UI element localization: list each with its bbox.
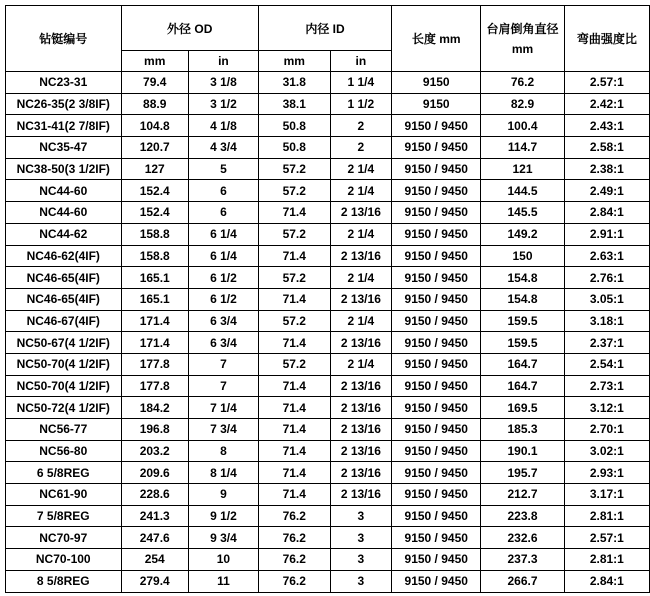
cell-shoulder-diameter: 76.2 — [481, 72, 564, 94]
cell-id-mm: 57.2 — [258, 158, 330, 180]
cell-id-mm: 50.8 — [258, 137, 330, 159]
cell-id-mm: 71.4 — [258, 440, 330, 462]
cell-length: 9150 / 9450 — [392, 223, 481, 245]
cell-code: NC26-35(2 3/8IF) — [6, 93, 122, 115]
table-row — [6, 397, 650, 419]
header-od: 外径 OD — [121, 6, 258, 51]
cell-shoulder-diameter: 195.7 — [481, 462, 564, 484]
cell-length: 9150 / 9450 — [392, 332, 481, 354]
table-row — [6, 223, 650, 245]
cell-code: 6 5/8REG — [6, 462, 122, 484]
cell-shoulder-diameter: 82.9 — [481, 93, 564, 115]
header-id: 内径 ID — [258, 6, 391, 51]
cell-shoulder-diameter: 164.7 — [481, 375, 564, 397]
cell-code: NC56-77 — [6, 419, 122, 441]
header-code: 钻铤编号 — [6, 6, 122, 72]
table-body — [6, 72, 650, 593]
cell-code: NC46-65(4IF) — [6, 288, 122, 310]
cell-od-in: 7 1/4 — [188, 397, 258, 419]
cell-od-mm: 79.4 — [121, 72, 188, 94]
cell-length: 9150 / 9450 — [392, 310, 481, 332]
cell-bending-strength-ratio: 3.12:1 — [564, 397, 649, 419]
cell-bending-strength-ratio: 2.91:1 — [564, 223, 649, 245]
cell-bending-strength-ratio: 2.49:1 — [564, 180, 649, 202]
cell-od-in: 8 1/4 — [188, 462, 258, 484]
cell-od-in: 6 — [188, 202, 258, 224]
cell-length: 9150 / 9450 — [392, 180, 481, 202]
cell-id-mm: 71.4 — [258, 397, 330, 419]
cell-code: NC61-90 — [6, 484, 122, 506]
cell-id-mm: 71.4 — [258, 419, 330, 441]
cell-code: NC50-67(4 1/2IF) — [6, 332, 122, 354]
cell-od-mm: 171.4 — [121, 310, 188, 332]
header-od-mm: mm — [121, 51, 188, 72]
cell-od-in: 4 1/8 — [188, 115, 258, 137]
cell-od-in: 7 — [188, 375, 258, 397]
cell-bending-strength-ratio: 3.02:1 — [564, 440, 649, 462]
cell-id-mm: 57.2 — [258, 223, 330, 245]
header-bending-strength-ratio: 弯曲强度比 — [564, 6, 649, 72]
cell-code: NC35-47 — [6, 137, 122, 159]
cell-shoulder-diameter: 159.5 — [481, 310, 564, 332]
cell-shoulder-diameter: 154.8 — [481, 267, 564, 289]
cell-id-in: 2 1/4 — [330, 310, 392, 332]
cell-bending-strength-ratio: 2.58:1 — [564, 137, 649, 159]
cell-od-mm: 120.7 — [121, 137, 188, 159]
cell-bending-strength-ratio: 2.38:1 — [564, 158, 649, 180]
cell-bending-strength-ratio: 2.43:1 — [564, 115, 649, 137]
cell-od-in: 3 1/2 — [188, 93, 258, 115]
cell-code: 7 5/8REG — [6, 505, 122, 527]
header-length: 长度 mm — [392, 6, 481, 72]
cell-length: 9150 — [392, 72, 481, 94]
table-row — [6, 440, 650, 462]
cell-shoulder-diameter: 114.7 — [481, 137, 564, 159]
cell-id-mm: 76.2 — [258, 527, 330, 549]
cell-id-in: 2 13/16 — [330, 440, 392, 462]
cell-od-in: 6 1/2 — [188, 267, 258, 289]
cell-od-in: 5 — [188, 158, 258, 180]
table-row — [6, 549, 650, 571]
cell-id-mm: 57.2 — [258, 267, 330, 289]
table-row — [6, 72, 650, 94]
header-row-main — [6, 6, 650, 51]
table-row — [6, 310, 650, 332]
table-row — [6, 375, 650, 397]
cell-id-mm: 71.4 — [258, 202, 330, 224]
cell-id-mm: 71.4 — [258, 288, 330, 310]
cell-length: 9150 / 9450 — [392, 462, 481, 484]
cell-bending-strength-ratio: 2.84:1 — [564, 570, 649, 592]
cell-bending-strength-ratio: 2.54:1 — [564, 353, 649, 375]
cell-od-in: 6 1/4 — [188, 245, 258, 267]
table-row — [6, 137, 650, 159]
cell-bending-strength-ratio: 2.84:1 — [564, 202, 649, 224]
cell-shoulder-diameter: 232.6 — [481, 527, 564, 549]
cell-code: NC70-97 — [6, 527, 122, 549]
cell-od-mm: 254 — [121, 549, 188, 571]
cell-id-mm: 38.1 — [258, 93, 330, 115]
cell-length: 9150 / 9450 — [392, 527, 481, 549]
cell-length: 9150 / 9450 — [392, 549, 481, 571]
cell-id-mm: 71.4 — [258, 484, 330, 506]
table-row — [6, 462, 650, 484]
cell-od-mm: 104.8 — [121, 115, 188, 137]
drill-collar-spec-table — [5, 5, 650, 593]
cell-id-in: 1 1/4 — [330, 72, 392, 94]
cell-od-mm: 247.6 — [121, 527, 188, 549]
cell-length: 9150 / 9450 — [392, 267, 481, 289]
cell-id-in: 2 13/16 — [330, 245, 392, 267]
cell-length: 9150 / 9450 — [392, 353, 481, 375]
cell-length: 9150 / 9450 — [392, 115, 481, 137]
cell-shoulder-diameter: 150 — [481, 245, 564, 267]
cell-od-mm: 203.2 — [121, 440, 188, 462]
cell-shoulder-diameter: 159.5 — [481, 332, 564, 354]
cell-od-mm: 152.4 — [121, 180, 188, 202]
table-row — [6, 288, 650, 310]
cell-bending-strength-ratio: 2.76:1 — [564, 267, 649, 289]
cell-od-in: 6 3/4 — [188, 310, 258, 332]
cell-length: 9150 / 9450 — [392, 137, 481, 159]
cell-id-in: 3 — [330, 549, 392, 571]
cell-id-in: 2 13/16 — [330, 288, 392, 310]
cell-code: NC38-50(3 1/2IF) — [6, 158, 122, 180]
cell-od-in: 9 1/2 — [188, 505, 258, 527]
cell-od-in: 7 3/4 — [188, 419, 258, 441]
cell-od-mm: 165.1 — [121, 288, 188, 310]
cell-od-in: 4 3/4 — [188, 137, 258, 159]
cell-od-in: 9 — [188, 484, 258, 506]
cell-bending-strength-ratio: 2.73:1 — [564, 375, 649, 397]
cell-shoulder-diameter: 100.4 — [481, 115, 564, 137]
cell-code: NC56-80 — [6, 440, 122, 462]
cell-bending-strength-ratio: 2.63:1 — [564, 245, 649, 267]
cell-shoulder-diameter: 237.3 — [481, 549, 564, 571]
cell-id-mm: 76.2 — [258, 549, 330, 571]
cell-length: 9150 / 9450 — [392, 202, 481, 224]
cell-id-mm: 50.8 — [258, 115, 330, 137]
cell-length: 9150 / 9450 — [392, 440, 481, 462]
cell-id-mm: 71.4 — [258, 375, 330, 397]
cell-id-mm: 57.2 — [258, 310, 330, 332]
header-od-in: in — [188, 51, 258, 72]
header-id-in: in — [330, 51, 392, 72]
cell-id-in: 2 — [330, 137, 392, 159]
cell-id-in: 3 — [330, 527, 392, 549]
cell-shoulder-diameter: 149.2 — [481, 223, 564, 245]
cell-id-mm: 76.2 — [258, 505, 330, 527]
cell-od-mm: 184.2 — [121, 397, 188, 419]
cell-id-in: 2 13/16 — [330, 484, 392, 506]
cell-code: NC50-70(4 1/2IF) — [6, 375, 122, 397]
cell-id-in: 2 13/16 — [330, 202, 392, 224]
cell-code: NC70-100 — [6, 549, 122, 571]
cell-od-in: 11 — [188, 570, 258, 592]
cell-id-in: 2 13/16 — [330, 375, 392, 397]
cell-length: 9150 / 9450 — [392, 288, 481, 310]
cell-od-in: 7 — [188, 353, 258, 375]
cell-od-in: 6 1/4 — [188, 223, 258, 245]
cell-bending-strength-ratio: 3.17:1 — [564, 484, 649, 506]
cell-od-in: 6 1/2 — [188, 288, 258, 310]
cell-shoulder-diameter: 185.3 — [481, 419, 564, 441]
cell-shoulder-diameter: 121 — [481, 158, 564, 180]
cell-id-in: 2 1/4 — [330, 353, 392, 375]
cell-id-mm: 57.2 — [258, 180, 330, 202]
cell-id-mm: 71.4 — [258, 462, 330, 484]
cell-bending-strength-ratio: 3.05:1 — [564, 288, 649, 310]
cell-shoulder-diameter: 169.5 — [481, 397, 564, 419]
table-row — [6, 505, 650, 527]
cell-shoulder-diameter: 145.5 — [481, 202, 564, 224]
cell-bending-strength-ratio: 2.81:1 — [564, 549, 649, 571]
header-id-mm: mm — [258, 51, 330, 72]
cell-bending-strength-ratio: 2.57:1 — [564, 527, 649, 549]
cell-id-in: 2 1/4 — [330, 180, 392, 202]
cell-od-mm: 177.8 — [121, 375, 188, 397]
cell-od-mm: 209.6 — [121, 462, 188, 484]
table-row — [6, 484, 650, 506]
cell-bending-strength-ratio: 2.42:1 — [564, 93, 649, 115]
cell-id-in: 2 13/16 — [330, 332, 392, 354]
table-row — [6, 158, 650, 180]
table-row — [6, 180, 650, 202]
cell-shoulder-diameter: 164.7 — [481, 353, 564, 375]
cell-shoulder-diameter: 212.7 — [481, 484, 564, 506]
cell-id-in: 2 13/16 — [330, 397, 392, 419]
table-row — [6, 245, 650, 267]
cell-od-mm: 228.6 — [121, 484, 188, 506]
table-row — [6, 115, 650, 137]
cell-id-in: 2 13/16 — [330, 419, 392, 441]
cell-length: 9150 / 9450 — [392, 375, 481, 397]
cell-code: NC44-60 — [6, 202, 122, 224]
cell-length: 9150 / 9450 — [392, 245, 481, 267]
cell-id-in: 2 13/16 — [330, 462, 392, 484]
cell-bending-strength-ratio: 3.18:1 — [564, 310, 649, 332]
cell-length: 9150 / 9450 — [392, 484, 481, 506]
cell-od-mm: 152.4 — [121, 202, 188, 224]
cell-length: 9150 / 9450 — [392, 397, 481, 419]
cell-id-in: 3 — [330, 570, 392, 592]
cell-od-mm: 165.1 — [121, 267, 188, 289]
cell-id-mm: 71.4 — [258, 332, 330, 354]
cell-code: NC50-72(4 1/2IF) — [6, 397, 122, 419]
cell-length: 9150 / 9450 — [392, 505, 481, 527]
cell-bending-strength-ratio: 2.81:1 — [564, 505, 649, 527]
cell-code: NC46-65(4IF) — [6, 267, 122, 289]
table-row — [6, 93, 650, 115]
cell-code: NC50-70(4 1/2IF) — [6, 353, 122, 375]
table-row — [6, 570, 650, 592]
cell-bending-strength-ratio: 2.37:1 — [564, 332, 649, 354]
cell-id-in: 2 1/4 — [330, 267, 392, 289]
cell-od-mm: 241.3 — [121, 505, 188, 527]
cell-od-mm: 88.9 — [121, 93, 188, 115]
cell-code: NC46-67(4IF) — [6, 310, 122, 332]
cell-id-mm: 57.2 — [258, 353, 330, 375]
cell-od-mm: 177.8 — [121, 353, 188, 375]
cell-code: NC23-31 — [6, 72, 122, 94]
cell-code: NC44-60 — [6, 180, 122, 202]
cell-od-mm: 279.4 — [121, 570, 188, 592]
cell-od-in: 6 — [188, 180, 258, 202]
table-row — [6, 353, 650, 375]
cell-shoulder-diameter: 223.8 — [481, 505, 564, 527]
cell-id-in: 2 1/4 — [330, 158, 392, 180]
cell-od-in: 3 1/8 — [188, 72, 258, 94]
cell-length: 9150 / 9450 — [392, 570, 481, 592]
cell-id-in: 3 — [330, 505, 392, 527]
cell-id-in: 2 1/4 — [330, 223, 392, 245]
cell-shoulder-diameter: 190.1 — [481, 440, 564, 462]
cell-id-in: 1 1/2 — [330, 93, 392, 115]
cell-length: 9150 — [392, 93, 481, 115]
cell-id-mm: 31.8 — [258, 72, 330, 94]
cell-bending-strength-ratio: 2.70:1 — [564, 419, 649, 441]
cell-code: NC31-41(2 7/8IF) — [6, 115, 122, 137]
cell-id-mm: 71.4 — [258, 245, 330, 267]
table-row — [6, 527, 650, 549]
table-row — [6, 267, 650, 289]
cell-od-in: 10 — [188, 549, 258, 571]
cell-od-mm: 158.8 — [121, 245, 188, 267]
cell-od-mm: 196.8 — [121, 419, 188, 441]
cell-code: 8 5/8REG — [6, 570, 122, 592]
cell-id-in: 2 — [330, 115, 392, 137]
cell-od-in: 8 — [188, 440, 258, 462]
cell-od-mm: 127 — [121, 158, 188, 180]
cell-code: NC44-62 — [6, 223, 122, 245]
header-shoulder-diameter: 台肩倒角直径 mm — [481, 6, 564, 72]
cell-bending-strength-ratio: 2.57:1 — [564, 72, 649, 94]
table-row — [6, 332, 650, 354]
cell-id-mm: 76.2 — [258, 570, 330, 592]
cell-shoulder-diameter: 266.7 — [481, 570, 564, 592]
cell-length: 9150 / 9450 — [392, 419, 481, 441]
cell-od-mm: 171.4 — [121, 332, 188, 354]
cell-length: 9150 / 9450 — [392, 158, 481, 180]
cell-bending-strength-ratio: 2.93:1 — [564, 462, 649, 484]
table-row — [6, 202, 650, 224]
cell-od-mm: 158.8 — [121, 223, 188, 245]
cell-code: NC46-62(4IF) — [6, 245, 122, 267]
cell-od-in: 9 3/4 — [188, 527, 258, 549]
cell-shoulder-diameter: 154.8 — [481, 288, 564, 310]
cell-shoulder-diameter: 144.5 — [481, 180, 564, 202]
cell-od-in: 6 3/4 — [188, 332, 258, 354]
table-row — [6, 419, 650, 441]
